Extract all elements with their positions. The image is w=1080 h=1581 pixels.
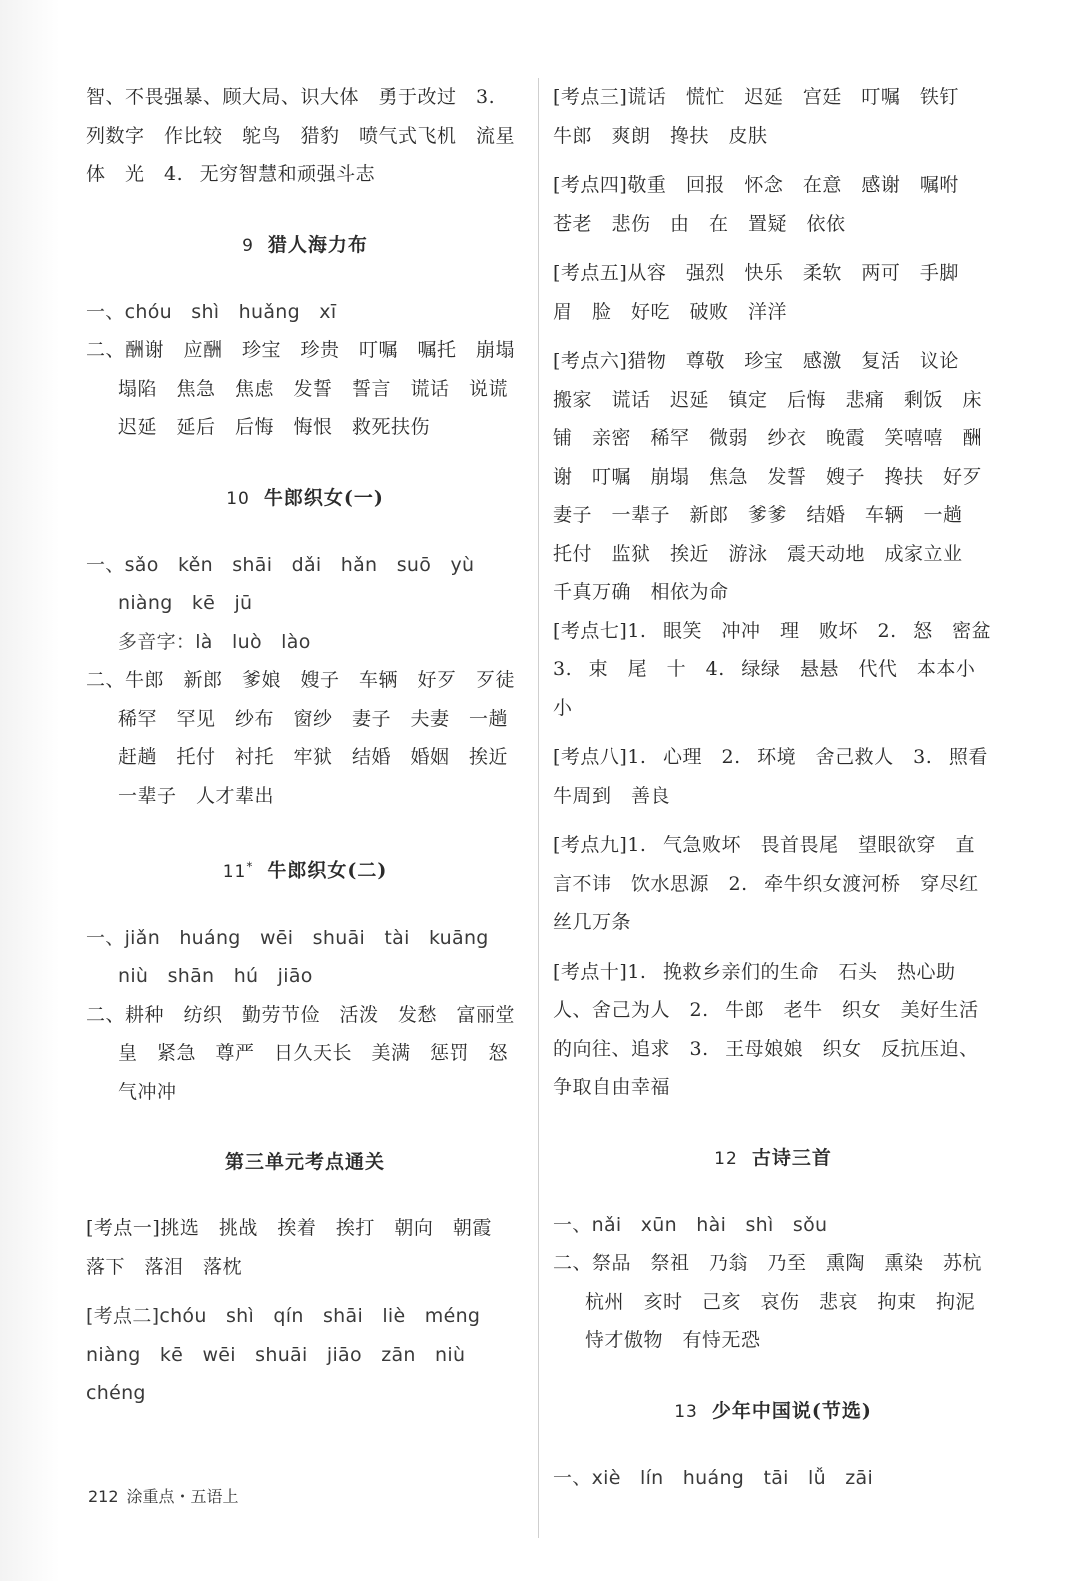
lesson-number: 10	[226, 488, 250, 509]
kaodian-9: [考点九]1. 气急败坏 畏首畏尾 望眼欲穿 直言不讳 饮水思源 2. 牵牛织女渡河桥 穿尽红丝几万条	[553, 834, 979, 933]
book-title: 涂重点・五语上	[126, 1487, 239, 1506]
kaodian-4: [考点四]敬重 回报 怀念 在意 感谢 嘱咐 苍老 悲伤 由 在 置疑 依依	[553, 174, 979, 235]
left-column	[86, 78, 535, 1413]
lesson-number: 12	[714, 1148, 738, 1169]
kaodian-5: [考点五]从容 强烈 快乐 柔软 两可 手脚 眉 脸 好吃 破败 洋洋	[553, 262, 979, 323]
lesson-title: 古诗三首	[751, 1146, 832, 1169]
lesson-11-pinyin: 一、jiǎn huáng wēi shuāi tài kuāng niù shān hú jiāo	[86, 926, 508, 988]
kaodian-8: [考点八]1. 心理 2. 环境 舍己救人 3. 照看牛周到 善良	[553, 746, 988, 807]
lesson-title: 牛郎织女(一)	[263, 486, 384, 509]
lesson-9-pinyin: 一、chóu shì huǎng xī	[86, 300, 337, 323]
page-footer	[88, 1484, 239, 1507]
lesson-11-heading	[86, 851, 524, 887]
page-number: 212	[88, 1487, 119, 1506]
lesson-13-heading	[553, 1396, 993, 1427]
kaodian-10: [考点十]1. 挽救乡亲们的生命 石头 热心助人、舍己为人 2. 牛郎 老牛 织女 美好生活的向往、追求 3. 王母娘娘 织女 反抗压迫、争取自由幸福	[553, 960, 979, 1098]
lesson-title: 少年中国说(节选)	[711, 1399, 872, 1422]
lesson-11-words: 二、耕种 纺织 勤劳节俭 活泼 发愁 富丽堂皇 紧急 尊严 日久天长 美满 惩罚 怒气冲冲	[86, 1003, 516, 1103]
lesson-number: 11*	[222, 859, 254, 882]
lesson-9-heading	[86, 230, 524, 261]
right-column	[553, 78, 1011, 1497]
intro-text: 智、不畏强暴、顾大局、识大体 勇于改过 3. 列数字 作比较 鸵鸟 猎豹 喷气式飞机 流星体 光 4. 无穷智慧和顽强斗志	[86, 86, 516, 185]
lesson-10-pinyin: 一、sǎo kěn shāi dǎi hǎn suō yù niàng kē jū	[86, 553, 494, 614]
unit-title: 第三单元考点通关	[224, 1151, 385, 1174]
kaodian-2: [考点二]chóu shì qín shāi liè méng niàng kē wēi shuāi jiāo zān niù chéng	[86, 1305, 500, 1405]
kaodian-3: [考点三]谎话 慌忙 迟延 宫廷 叮嘱 铁钉 牛郎 爽朗 搀扶 皮肤	[553, 86, 979, 147]
lesson-12-heading	[553, 1143, 993, 1174]
lesson-title: 猎人海力布	[267, 233, 368, 256]
lesson-title: 牛郎织女(二)	[267, 859, 388, 882]
lesson-9-words: 二、酬谢 应酬 珍宝 珍贵 叮嘱 嘱托 崩塌 塌陷 焦急 焦虑 发誓 誓言 谎话 说谎 迟延 延后 后悔 悔恨 救死扶伤	[86, 339, 535, 438]
lesson-10-polyphone: 多音字：là luò lào	[118, 630, 311, 653]
page-binding-shadow	[0, 0, 60, 1581]
lesson-12-words: 二、祭品 祭祖 乃翁 乃至 熏陶 熏染 苏杭 杭州 亥时 己亥 哀伤 悲哀 拘束 拘泥 恃才傲物 有恃无恐	[553, 1252, 1002, 1351]
kaodian-1: [考点一]挑选 挑战 挨着 挨打 朝向 朝霞 落下 落泪 落枕	[86, 1217, 512, 1278]
kaodian-7: [考点七]1. 眼笑 冲冲 理 败坏 2. 怒 密盆 3. 束 尾 十 4. 绿绿 悬悬 代代 本本小小	[553, 619, 1011, 719]
column-divider	[538, 78, 539, 1538]
lesson-10-words: 二、牛郎 新郎 爹娘 嫂子 车辆 好歹 歹徒 稀罕 罕见 纱布 窗纱 妻子 夫妻 一趟 赶趟 托付 衬托 牢狱 结婚 婚姻 挨近 一辈子 人才辈出	[86, 669, 535, 807]
kaodian-6: [考点六]猎物 尊敬 珍宝 感激 复活 议论 搬家 谎话 迟延 镇定 后悔 悲痛 剩饭 床铺 亲密 稀罕 微弱 纱衣 晚霞 笑嘻嘻 酬谢 叮嘱 崩塌 焦急 发誓 嫂子 搀扶 好歹 妻子 一辈子 新郎 爹爹 结婚 车辆 一趟 托付 监狱 挨近 游泳 震天动地 成家立业 千真万确 相依为命	[553, 350, 1002, 603]
lesson-13-pinyin: 一、xiè lín huáng tāi lǚ zāi	[553, 1466, 874, 1489]
lesson-number: 13	[674, 1401, 698, 1422]
lesson-12-pinyin: 一、nǎi xūn hài shì sǒu	[553, 1213, 828, 1236]
lesson-number: 9	[242, 235, 254, 256]
unit-3-heading	[86, 1147, 524, 1177]
lesson-10-heading	[86, 483, 524, 514]
